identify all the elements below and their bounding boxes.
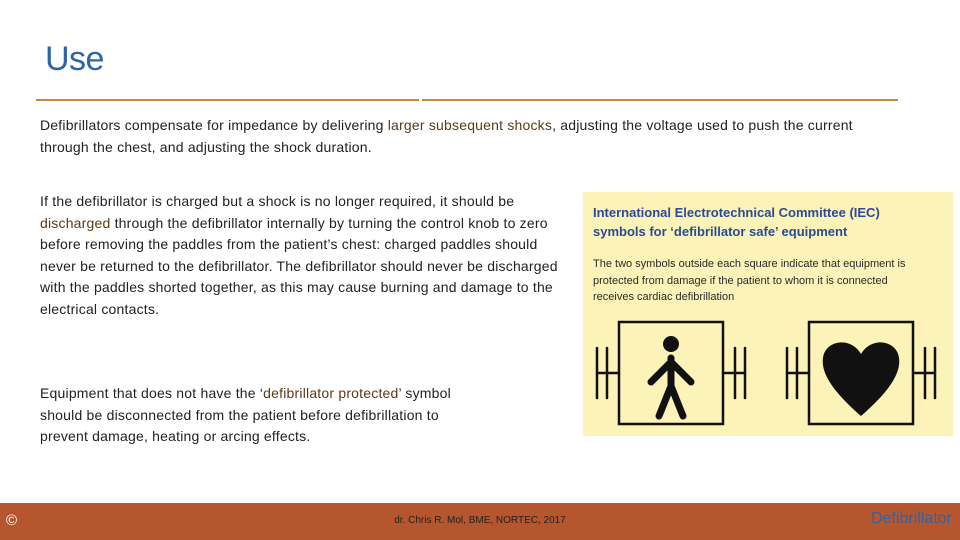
paragraph-impedance <box>40 115 890 158</box>
iec-symbols-graphic <box>583 192 953 436</box>
iec-body-line-3: receives cardiac defibrillation <box>593 291 735 303</box>
title-underline-right <box>422 99 898 101</box>
paragraph-discharge-text-2: through the defibrillator internally by turning the control knob to zero before removing the paddles from the patient’s chest: charged paddles should never be returned to the defibrillator. The defibrillator should never be discharged with the paddles shorted together, as this may cause burning and damage to the electrical contacts. <box>40 214 558 317</box>
paragraph-protected-text-1: Equipment that does not have the ‘ <box>40 385 264 401</box>
paragraph-protected-text-2: ’ symbol should be disconnected from the patient before defibrillation to prevent damage, heating or arcing effects. <box>40 385 451 445</box>
copyright-symbol: © <box>6 512 18 529</box>
slide-title: Use <box>45 40 104 78</box>
heart-defib-protected-icon <box>787 322 935 424</box>
footer-bar <box>0 503 960 540</box>
paragraph-protected <box>40 383 490 448</box>
iec-heading-line-1: International Electrotechnical Committee (IEC) <box>593 205 880 220</box>
paragraph-impedance-text-2: , adjusting the voltage used to push the current through the chest, and adjusting the shock duration. <box>40 117 853 155</box>
iec-body-line-1: The two symbols outside each square indicate that equipment is <box>593 258 906 270</box>
footer-section-tag: Defibrillator <box>871 510 952 527</box>
title-underline-left <box>36 99 419 101</box>
person-defib-protected-icon <box>597 322 745 424</box>
paragraph-impedance-text-1: Defibrillators compensate for impedance by delivering <box>40 117 388 133</box>
iec-symbols-figure <box>583 192 953 436</box>
paragraph-impedance-highlight: larger subsequent shocks <box>387 117 553 133</box>
paragraph-protected-highlight: defibrillator protected <box>263 385 399 401</box>
paragraph-discharge-highlight: discharged <box>40 214 111 231</box>
footer-credit: dr. Chris R. Mol, BME, NORTEC, 2017 <box>394 515 566 526</box>
paragraph-discharge-text-1: If the defibrillator is charged but a shock is no longer required, it should be <box>40 193 515 209</box>
paragraph-discharge <box>40 191 560 321</box>
iec-heading-line-2: symbols for ‘defibrillator safe’ equipment <box>593 223 848 239</box>
iec-body-line-2: protected from damage if the patient to whom it is connected <box>593 274 888 287</box>
